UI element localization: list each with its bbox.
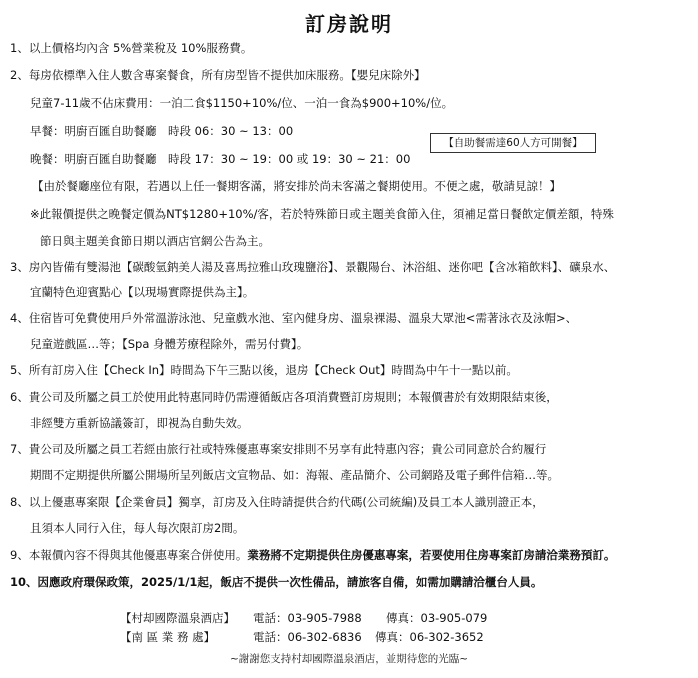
item-2-dinner: 晚餐：明廚百匯自助餐廳 時段 17：30 ~ 19：00 或 19：30 ~ 21：00	[30, 152, 411, 166]
item-10: 10、因應政府環保政策，2025/1/1起，飯店不提供一次性備品，請旅客自備，如需加購請洽櫃台人員。	[10, 575, 543, 589]
item-2-price-note: ※此報價提供之晚餐定價為NT$1280+10%/客，若於特殊節日或主題美食節入住，須補足當日餐飲定價差額，特殊	[30, 207, 614, 221]
item-6-cont: 非經雙方重新協議簽訂，即視為自動失效。	[30, 416, 249, 430]
footer-thanks: ~謝謝您支持村却國際溫泉酒店，並期待您的光臨~	[229, 653, 469, 665]
item-9-text: 9、本報價內容不得與其他優惠專案合併使用。	[10, 548, 248, 562]
item-1: 1、以上價格均內含 5%營業稅及 10%服務費。	[10, 41, 253, 55]
item-4: 4、住宿皆可免費使用戶外常溫游泳池、兒童戲水池、室內健身房、溫泉裸湯、溫泉大眾池<需著泳衣及泳帽>、	[10, 311, 578, 325]
contact-south-fax: 傳真：06-302-3652	[375, 630, 484, 644]
item-3-cont: 宜蘭特色迎賓點心【以現場實際提供為主】。	[30, 285, 255, 299]
contact-south-name: 【南 區 業 務 處】	[120, 630, 216, 644]
item-9-bold: 業務將不定期提供住房優惠專案，若要使用住房專案訂房請洽業務預訂。	[247, 548, 616, 562]
item-3: 3、房內皆備有雙湯池【碳酸氫鈉美人湯及喜馬拉雅山玫瑰鹽浴】、景觀陽台、沐浴組、迷你吧【含冰箱飲料】、礦泉水、	[10, 260, 616, 274]
contact-hotel-name: 【村却國際溫泉酒店】	[120, 611, 235, 625]
item-2-children-fee: 兒童7-11歲不佔床費用：一泊二食$1150+10%/位、一泊一食為$900+10%/位。	[30, 96, 454, 110]
item-7: 7、貴公司及所屬之員工若經由旅行社或特殊優惠專案安排則不另享有此特惠內容；貴公司同意於合約履行	[10, 442, 547, 456]
item-2-breakfast: 早餐：明廚百匯自助餐廳 時段 06：30 ~ 13：00	[30, 124, 294, 138]
item-8-cont: 且須本人同行入住，每人每次限訂房2間。	[30, 521, 245, 535]
item-6: 6、貴公司及所屬之員工於使用此特惠同時仍需遵循飯店各項消費暨訂房規則；本報價書於有效期限結束後，	[10, 390, 558, 404]
contact-hotel-fax: 傳真：03-905-079	[386, 611, 488, 625]
item-2-price-note-cont: 節日與主題美食節日期以酒店官網公告為主。	[40, 234, 270, 248]
contact-hotel-phone: 電話：03-905-7988	[253, 611, 362, 625]
contact-south-phone: 電話：06-302-6836	[253, 630, 362, 644]
page-title: 訂房說明	[305, 12, 393, 36]
item-7-cont: 期間不定期提供所屬公開場所呈列飯店文宣物品、如：海報、產品簡介、公司網路及電子郵件信箱…等。	[30, 468, 559, 482]
item-5: 5、所有訂房入住【Check In】時間為下午三點以後，退房【Check Out】時間為中午十一點以前。	[10, 363, 518, 377]
item-2: 2、每房依標準入住人數含專案餐食，所有房型皆不提供加床服務。【嬰兒床除外】	[10, 68, 426, 82]
item-4-cont: 兒童遊戲區…等；【Spa 身體芳療程除外，需另付費】。	[30, 337, 309, 351]
buffet-note-box: 【自助餐需達60人方可開餐】	[430, 133, 596, 153]
item-8: 8、以上優惠專案限【企業會員】獨享，訂房及入住時請提供合約代碼(公司統編)及員工本人識別證正本，	[10, 495, 544, 509]
item-2-seating-note: 【由於餐廳座位有限，若遇以上任一餐期客滿，將安排於尚未客滿之餐期使用。不便之處，敬請見諒！】	[32, 179, 561, 193]
item-9	[10, 547, 615, 563]
